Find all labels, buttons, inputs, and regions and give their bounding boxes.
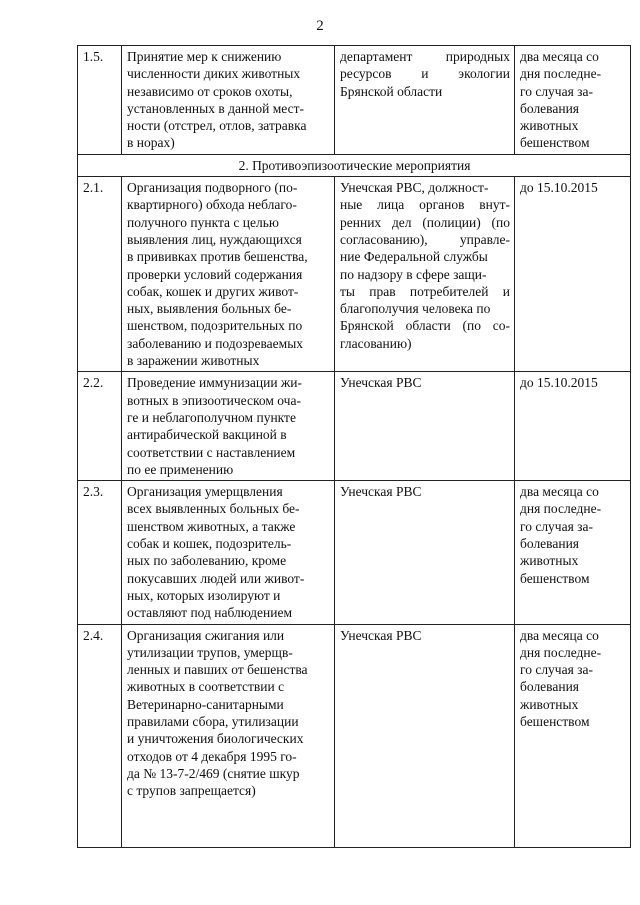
text-line: ности (отстрел, отлов, затравка [127, 118, 307, 134]
text-line: численности диких животных [127, 66, 301, 82]
text-line: животных [520, 553, 579, 569]
section-title: 2. Противоэпизоотические мероприятия [78, 154, 631, 176]
text-line: в заражении животных [127, 353, 260, 369]
text-line: животных [520, 696, 579, 712]
measure-cell [122, 624, 335, 847]
text-line: до 15.10.2015 [520, 180, 598, 196]
table-row [78, 177, 631, 372]
text-line: Организация сжигания или [127, 627, 285, 643]
text-line: Унечская РВС [340, 484, 422, 500]
text-line: бешенством [520, 570, 590, 586]
measure-cell [122, 177, 335, 372]
text-line: в прививках против бешенства, [127, 249, 308, 265]
text-line: по ее применению [127, 461, 234, 477]
text-line: вотных в эпизоотическом оча- [127, 392, 301, 408]
text-line: благополучия человека по [340, 301, 491, 317]
text-line: да № 13-7-2/469 (снятие шкур [127, 765, 300, 781]
text-line: независимо от сроков охоты, [127, 83, 293, 99]
text-line: болевания [520, 679, 580, 695]
text-line: гласованию) [340, 335, 412, 351]
text-line: до 15.10.2015 [520, 375, 598, 391]
text-line: болевания [520, 536, 580, 552]
text-line: Принятие мер к снижению [127, 49, 282, 64]
deadline-cell [515, 372, 631, 481]
text-line: покусавших людей или живот- [127, 570, 305, 586]
text-line: ные лица органов внут- [340, 197, 510, 213]
row-number: 2.4. [78, 624, 122, 847]
responsible-cell [335, 177, 515, 372]
text-line: оставляют под наблюдением [127, 605, 293, 621]
measure-cell [122, 46, 335, 155]
responsible-cell [335, 624, 515, 847]
responsible-cell [335, 481, 515, 624]
text-line: бешенством [520, 713, 590, 729]
text-line: животных [520, 118, 579, 134]
text-line: выявления лиц, нуждающихся [127, 231, 302, 247]
deadline-cell [515, 177, 631, 372]
text-line: заболеванию и подозреваемых [127, 335, 304, 351]
text-line: дня последне- [520, 66, 602, 82]
text-line: шенством, подозрительных по [127, 318, 303, 334]
text-line: собак и кошек, подозритель- [127, 536, 292, 552]
measure-cell [122, 372, 335, 481]
text-line: го случая за- [520, 662, 593, 678]
text-line: животных в соответствии с [127, 679, 285, 695]
text-line: в норах) [127, 135, 175, 151]
text-line: Ветеринарно-санитарными [127, 696, 284, 712]
text-line: Проведение иммунизации жи- [127, 375, 302, 391]
table-row [78, 624, 631, 847]
text-line: Унечская РВС [340, 375, 422, 391]
text-line: правилами сбора, утилизации [127, 713, 299, 729]
text-line: ренних дел (полиции) (по [340, 214, 510, 230]
text-line: болевания [520, 100, 580, 116]
text-line: установленных в данной мест- [127, 100, 305, 116]
text-line: ных, выявления больных бе- [127, 301, 292, 317]
text-line: антирабической вакциной в [127, 427, 287, 443]
text-line: ресурсов и экологии [340, 66, 510, 82]
row-number: 2.1. [78, 177, 122, 372]
table-row [78, 372, 631, 481]
text-line: Брянской области (по со- [340, 318, 510, 334]
text-line: утилизации трупов, умерщв- [127, 644, 293, 660]
row-number: 1.5. [78, 46, 122, 155]
text-line: Организация умерщвления [127, 484, 283, 500]
text-line: два месяца со [520, 627, 599, 643]
responsible-cell [335, 372, 515, 481]
text-line: собак, кошек и других живот- [127, 283, 299, 299]
text-line: получного пункта с целью [127, 214, 279, 230]
text-line: ние Федеральной службы [340, 249, 488, 265]
text-line: квартирного) обхода неблаго- [127, 197, 297, 213]
deadline-cell [515, 46, 631, 155]
text-line: согласованию), управле- [340, 231, 510, 247]
text-line: дня последне- [520, 644, 602, 660]
text-line: Унечская РВС, должност- [340, 180, 489, 196]
table-row [78, 481, 631, 624]
text-line: всех выявленных больных бе- [127, 501, 300, 517]
text-line: ных, которых изолируют и [127, 587, 281, 603]
text-line: ленных и павших от бешенства [127, 662, 308, 678]
text-line: два месяца со [520, 49, 599, 64]
row-number: 2.3. [78, 481, 122, 624]
deadline-cell [515, 624, 631, 847]
text-line: проверки условий содержания [127, 266, 303, 282]
text-line: Организация подворного (по- [127, 180, 298, 196]
text-line: го случая за- [520, 83, 593, 99]
measure-cell [122, 481, 335, 624]
text-line: отходов от 4 декабря 1995 го- [127, 748, 297, 764]
text-line: ге и неблагополучном пункте [127, 409, 296, 425]
table-row [78, 46, 631, 155]
text-line: Брянской области [340, 83, 443, 99]
deadline-cell [515, 481, 631, 624]
row-number: 2.2. [78, 372, 122, 481]
text-line: соответствии с наставлением [127, 444, 296, 460]
text-line: бешенством [520, 135, 590, 151]
text-line: дня последне- [520, 501, 602, 517]
text-line: два месяца со [520, 484, 599, 500]
section-heading-row [78, 154, 631, 176]
responsible-cell [335, 46, 515, 155]
text-line: ты прав потребителей и [340, 283, 510, 299]
text-line: с трупов запрещается) [127, 783, 256, 799]
page-number: 2 [316, 18, 324, 34]
text-line: го случая за- [520, 518, 593, 534]
text-line: ных по заболеванию, кроме [127, 553, 287, 569]
measures-table [77, 45, 631, 848]
text-line: шенством животных, а также [127, 518, 296, 534]
text-line: по надзору в сфере защи- [340, 266, 487, 282]
text-line: Унечская РВС [340, 627, 422, 643]
text-line: и уничтожения биологических [127, 731, 304, 747]
text-line: департамент природных [340, 49, 510, 64]
